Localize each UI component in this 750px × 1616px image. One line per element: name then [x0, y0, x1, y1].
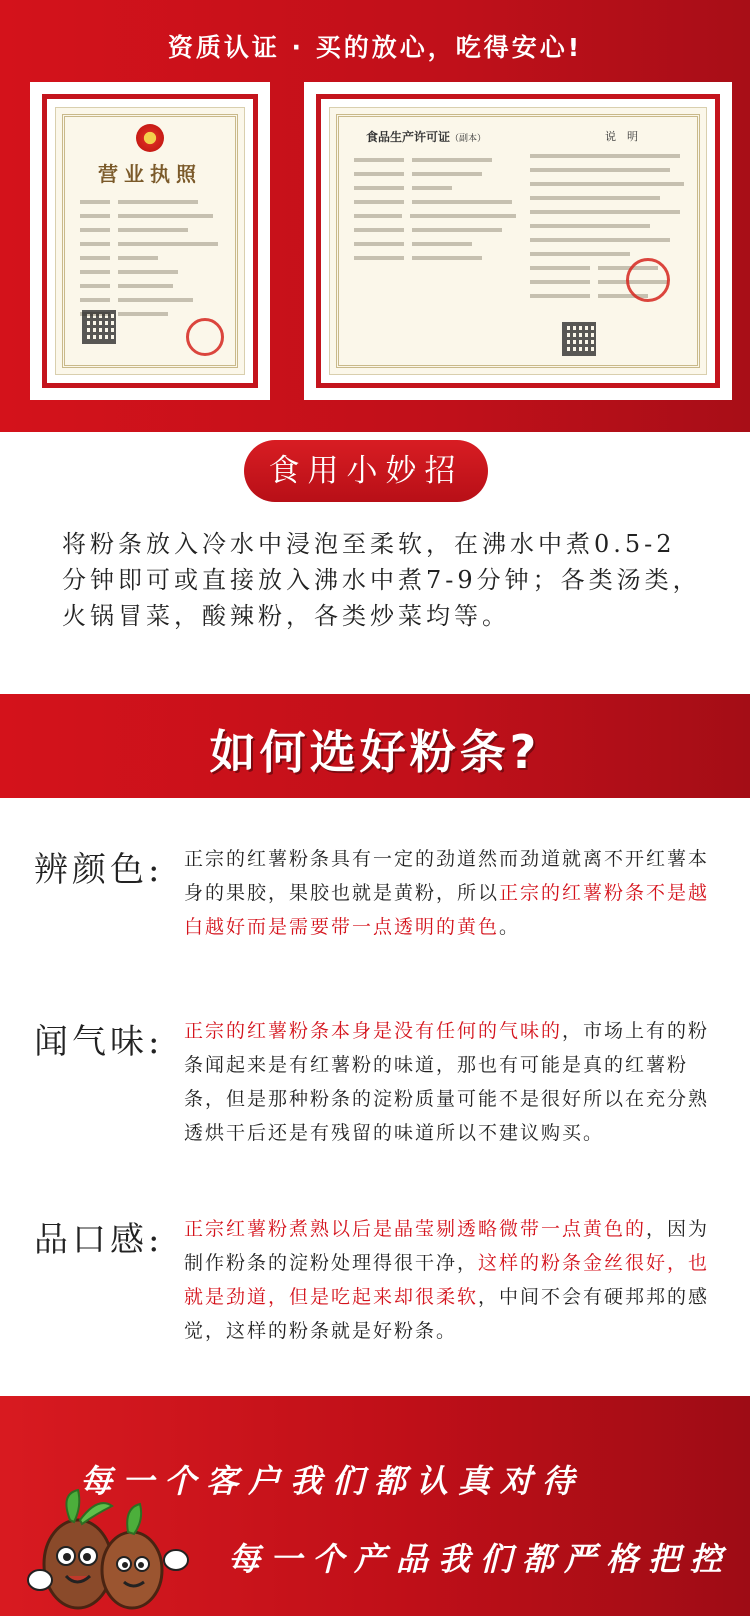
criterion-label: 品口感:: [34, 1220, 164, 1260]
criterion-text: 正宗的红薯粉条具有一定的劲道然而劲道就离不开红薯本身的果胶，果胶也就是黄粉，所以正宗的红薯粉条不是越白越好而是需要带一点透明的黄色。: [184, 848, 710, 938]
food-permit-title: 食品生产许可证: [366, 130, 451, 144]
permit-notes-title: 说 明: [605, 130, 638, 143]
certification-title: 资质认证 · 买的放心，吃得安心!: [167, 33, 583, 62]
certification-section: [0, 0, 750, 432]
how-to-choose-title: 如何选好粉条?: [209, 725, 541, 779]
footer-slogan-2: 每一个产品我们都严格把控: [228, 1540, 733, 1578]
qr-code-icon: [82, 310, 116, 344]
how-to-choose-banner: [0, 694, 750, 798]
food-permit-image: [329, 107, 707, 375]
highlight-text: 正宗红薯粉煮熟以后是晶莹剔透略微带一点黄色的: [184, 1218, 647, 1240]
tips-title-pill: 食用小妙招: [244, 440, 488, 502]
business-license-title: 营业执照: [98, 162, 202, 186]
food-permit-frame: [304, 82, 732, 400]
national-emblem-icon: [136, 124, 164, 152]
highlight-text: 正宗的红薯粉条本身是没有任何的气味的: [184, 1020, 563, 1042]
permit-text-lines-left: [354, 158, 516, 270]
sweet-potato-mascot-icon: [20, 1484, 200, 1614]
footer-banner: [0, 1396, 750, 1616]
red-seal-icon: [626, 258, 670, 302]
highlight-text: 正宗的红薯粉条不是越白越好而是需要带一点透明的黄色: [184, 882, 710, 938]
business-license-image: [55, 107, 245, 375]
tips-text: 将粉条放入冷水中浸泡至柔软，在沸水中煮0.5-2分钟即可或直接放入沸水中煮7-9分钟；各类汤类，火锅冒菜，酸辣粉，各类炒菜均等。: [62, 530, 701, 630]
highlight-text: 这样的粉条金丝很好，也就是劲道，但是吃起来却很柔软: [184, 1252, 710, 1308]
qr-code-icon: [562, 322, 596, 356]
criterion-label: 辨颜色:: [34, 850, 164, 890]
criterion-label: 闻气味:: [34, 1022, 164, 1062]
footer-slogan-1: 每一个客户我们都认真对待: [80, 1462, 585, 1500]
red-seal-icon: [186, 318, 224, 356]
criterion-text: 正宗的红薯粉条本身是没有任何的气味的，市场上有的粉条闻起来是有红薯粉的味道，那也有可能是真的红薯粉条，但是那种粉条的淀粉质量可能不是很好所以在充分熟透烘干后还是有残留的味道所以不建议购买。: [184, 1020, 710, 1144]
business-license-frame: [30, 82, 270, 400]
criterion-text: 正宗红薯粉煮熟以后是晶莹剔透略微带一点黄色的，因为制作粉条的淀粉处理得很干净，这样的粉条金丝很好，也就是劲道，但是吃起来却很柔软，中间不会有硬邦邦的感觉，这样的粉条就是好粉条。: [184, 1218, 710, 1342]
food-permit-subtitle: （副本）: [450, 134, 487, 144]
license-text-lines: [80, 200, 220, 326]
